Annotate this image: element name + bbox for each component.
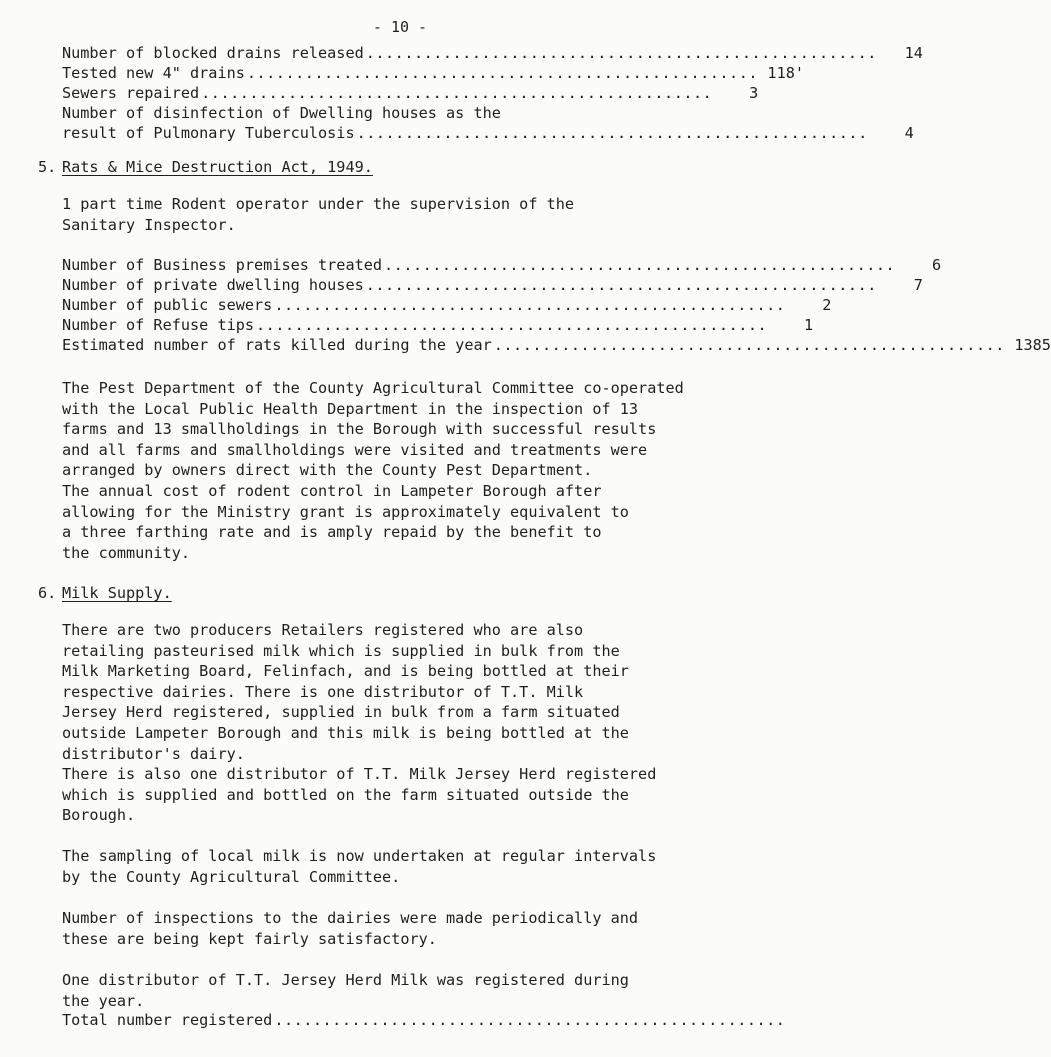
section-5-title: Rats & Mice Destruction Act, 1949. xyxy=(62,158,373,176)
stat-row-public-sewers xyxy=(62,296,832,314)
stat-row-sewers-repaired xyxy=(62,84,759,102)
stat-row-refuse-tips xyxy=(62,316,814,334)
stat-row-blocked-drains xyxy=(62,44,923,62)
stat-value: 2 xyxy=(822,296,832,314)
stat-row-total-registered xyxy=(62,1011,786,1029)
stat-row-disinfection xyxy=(62,124,914,142)
page-number: - 10 - xyxy=(372,18,428,36)
stat-label: Number of Business premises treated xyxy=(62,256,383,274)
leader-dots: ..................................................... xyxy=(365,44,877,62)
stat-label: Number of public sewers xyxy=(62,296,273,314)
stat-label: Tested new 4" drains xyxy=(62,64,245,82)
section-6-number: 6. xyxy=(38,584,57,602)
stat-label: Number of Refuse tips xyxy=(62,316,255,334)
section-6-title: Milk Supply. xyxy=(62,584,172,602)
stat-value: 7 xyxy=(913,276,923,294)
section-5-number: 5. xyxy=(38,158,57,176)
stat-label: Sewers repaired xyxy=(62,84,200,102)
leader-dots: ..................................................... xyxy=(493,336,1005,354)
section-5-intro: 1 part time Rodent operator under the supervision of the Sanitary Inspector. xyxy=(62,195,575,234)
stat-label: Number of blocked drains released xyxy=(62,44,364,62)
leader-dots: ..................................................... xyxy=(256,316,768,334)
section-6-paragraph-3: Number of inspections to the dairies were made periodically and these are being kept fairly satisfactory. xyxy=(62,909,639,948)
section-6-paragraph-1: There are two producers Retailers registered who are also retailing pasteurised milk which is supplied in bulk from the Milk Marketing Board, Felinfach, and is being bottled at their respective dairies. There is one distributor of T.T. Milk Jersey Herd registered, supplied in bulk from a farm situated outside Lampeter Borough and this milk is being bottled at the distributor's dairy. There is also one distributor of T.T. Milk Jersey Herd registered which is supplied and bottled on the farm situated outside the Borough. xyxy=(62,621,657,825)
stat-row-business-premises xyxy=(62,256,942,274)
leader-dots: ..................................................... xyxy=(356,124,868,142)
stat-value: 1385 xyxy=(1014,336,1051,354)
stat-label: result of Pulmonary Tuberculosis xyxy=(62,124,355,142)
stat-label: Estimated number of rats killed during the year xyxy=(62,336,492,354)
leader-dots: ..................................................... xyxy=(384,256,896,274)
section-6-paragraph-2: The sampling of local milk is now undertaken at regular intervals by the County Agricultural Committee. xyxy=(62,847,657,886)
stat-label: Number of private dwelling houses xyxy=(62,276,364,294)
section-6-paragraph-4: One distributor of T.T. Jersey Herd Milk was registered during the year. xyxy=(62,971,629,1010)
stat-value: 1 xyxy=(804,316,814,334)
stat-row-tested-drains xyxy=(62,64,804,82)
stat-value: 4 xyxy=(904,124,914,142)
section-5-paragraph: The Pest Department of the County Agricultural Committee co-operated with the Local Public Health Department in the inspection of 13 farms and 13 smallholdings in the Borough with successful results and all farms and smallholdings were visited and treatments were arranged by owners direct with the County Pest Department. The annual cost of rodent control in Lampeter Borough after allowing for the Ministry grant is approximately equivalent to a three farthing rate and is amply repaid by the benefit to the community. xyxy=(62,379,684,562)
stat-label: Total number registered xyxy=(62,1011,273,1029)
leader-dots: ..................................................... xyxy=(201,84,713,102)
leader-dots: ..................................................... xyxy=(274,1011,786,1029)
leader-dots: ..................................................... xyxy=(274,296,786,314)
stat-row-private-dwellings xyxy=(62,276,923,294)
stat-value: 6 xyxy=(932,256,942,274)
stat-value: 118' xyxy=(767,64,804,82)
leader-dots: ..................................................... xyxy=(246,64,758,82)
stat-value: 14 xyxy=(904,44,923,62)
stat-value: 3 xyxy=(749,84,759,102)
leader-dots: ..................................................... xyxy=(365,276,877,294)
stat-row-rats-killed xyxy=(62,336,1051,354)
disinfection-line-1: Number of disinfection of Dwelling houses as the xyxy=(62,104,501,122)
